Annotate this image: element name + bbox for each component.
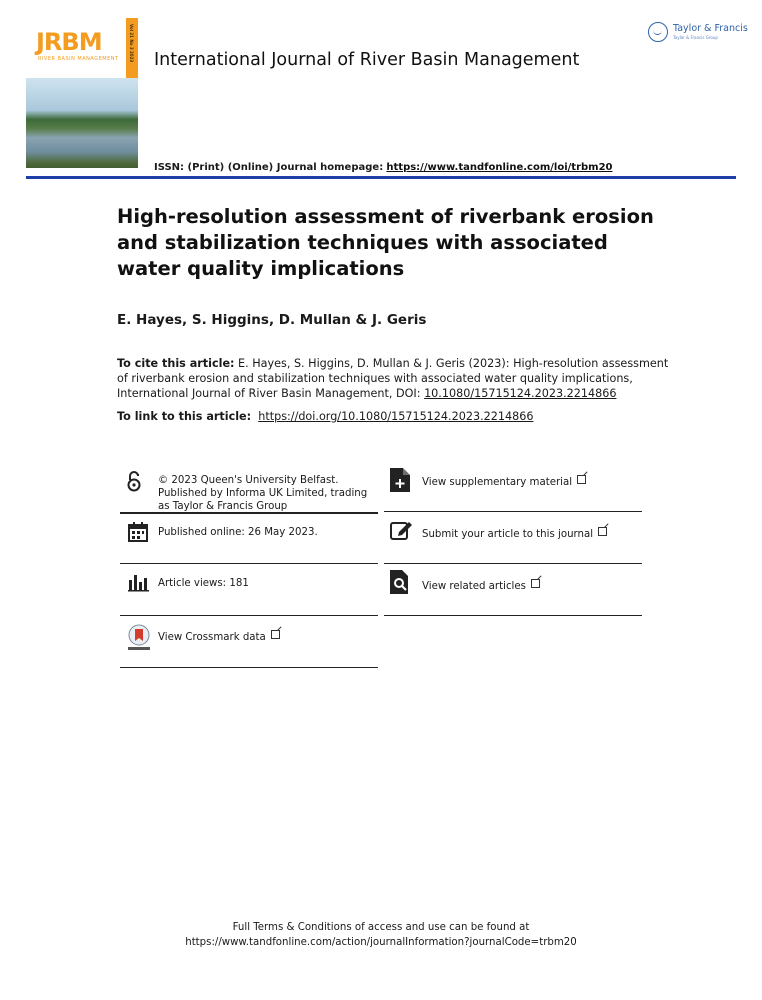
journal-homepage-link[interactable]: https://www.tandfonline.com/loi/trbm20 — [386, 162, 613, 173]
link-label: To link to this article: — [117, 410, 252, 423]
citation — [117, 356, 677, 401]
cite-label: To cite this article: — [117, 357, 235, 370]
cover-logo: JRBM — [36, 28, 102, 56]
supplementary-box[interactable] — [384, 466, 642, 512]
supplementary-label: View supplementary material — [422, 477, 573, 488]
copyright-box — [120, 466, 378, 512]
journal-cover — [26, 18, 138, 170]
external-link-icon — [271, 630, 280, 639]
divider — [120, 667, 378, 669]
related-box[interactable] — [384, 564, 642, 616]
submit-box[interactable] — [384, 512, 642, 564]
cite-text: E. Hayes, S. Higgins, D. Mullan & J. Geris (2023): High-resolution assessment of riverbank erosion and stabilization techniques with associated water quality implications, International Journal of River Basin Management, DOI: — [117, 357, 669, 400]
footer — [0, 920, 762, 950]
file-add-icon — [390, 468, 410, 492]
related-link[interactable] — [422, 580, 540, 593]
calendar-icon — [128, 522, 148, 542]
submit-link[interactable] — [422, 528, 607, 541]
issn-label: ISSN: (Print) (Online) Journal homepage: — [154, 162, 384, 173]
footer-terms: Full Terms & Conditions of access and use can be found at — [232, 922, 530, 933]
article-authors: E. Hayes, S. Higgins, D. Mullan & J. Geris — [117, 312, 427, 328]
submit-label: Submit your article to this journal — [422, 529, 594, 540]
published-date: Published online: 26 May 2023. — [158, 527, 318, 538]
doi-link[interactable]: 10.1080/15715124.2023.2214866 — [424, 387, 617, 400]
publisher-logo[interactable] — [648, 22, 748, 44]
cover-footer-logos — [26, 168, 138, 170]
article-views: Article views: 181 — [158, 578, 249, 589]
crossmark-box[interactable] — [120, 616, 378, 668]
journal-title: International Journal of River Basin Management — [154, 50, 580, 70]
issn-line — [154, 162, 613, 173]
cover-strip-text: Vol 21 No 3 2023 — [129, 24, 134, 63]
crossmark-label: View Crossmark data — [158, 632, 266, 643]
crossmark-icon — [126, 624, 152, 652]
cover-photo — [26, 78, 138, 170]
external-link-icon — [598, 527, 607, 536]
article-title: High-resolution assessment of riverbank erosion and stabilization techniques with associated water quality implications — [117, 205, 654, 280]
divider — [120, 512, 378, 514]
footer-url[interactable]: https://www.tandfonline.com/action/journalInformation?journalCode=trbm20 — [185, 937, 577, 948]
views-box — [120, 564, 378, 616]
edit-icon — [390, 520, 414, 540]
bar-chart-icon — [128, 572, 150, 592]
search-document-icon — [390, 570, 412, 594]
cover-strip — [126, 18, 138, 78]
publisher-tagline: Taylor & Francis Group — [673, 35, 718, 40]
divider — [384, 615, 642, 617]
open-access-icon — [126, 470, 142, 492]
related-label: View related articles — [422, 581, 526, 592]
article-link-line — [117, 410, 533, 423]
cover-subtitle: RIVER BASIN MANAGEMENT — [38, 56, 119, 62]
article-link[interactable]: https://doi.org/10.1080/15715124.2023.2214866 — [258, 410, 534, 423]
external-link-icon — [531, 579, 540, 588]
supplementary-link[interactable] — [422, 476, 586, 489]
crossmark-link[interactable] — [158, 631, 280, 644]
publisher-icon — [648, 22, 668, 42]
published-box — [120, 512, 378, 564]
publisher-name: Taylor & Francis — [673, 23, 748, 34]
external-link-icon — [577, 475, 586, 484]
copyright-text: © 2023 Queen's University Belfast. Published by Informa UK Limited, trading as Taylor & Francis Group — [158, 475, 368, 512]
header-rule — [26, 176, 736, 179]
